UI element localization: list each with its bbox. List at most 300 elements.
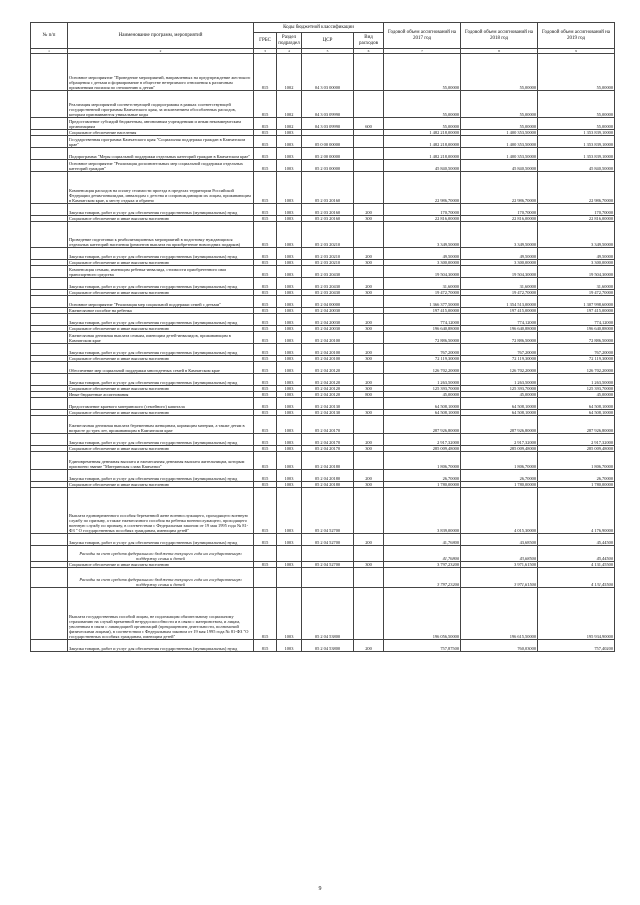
cell-grbs: 815 bbox=[254, 332, 277, 344]
cell-y2017: 22 816,00000 bbox=[384, 216, 461, 222]
table-row bbox=[31, 410, 615, 416]
cell-grbs: 815 bbox=[254, 136, 277, 148]
cell-vr: 200 bbox=[354, 204, 384, 216]
table-row bbox=[31, 374, 615, 386]
cell-name: Закупка товаров, работ и услуг для обеспечения государственных (муниципальных) нужд bbox=[68, 434, 254, 446]
cell-no bbox=[31, 91, 68, 118]
table-row bbox=[31, 222, 615, 248]
cell-y2017: 19 504,30000 bbox=[384, 266, 461, 278]
cell-rz: 1003 bbox=[277, 326, 302, 332]
page-number: 9 bbox=[318, 886, 322, 892]
cell-y2018: 1 354 513,00000 bbox=[461, 296, 538, 308]
cell-csr: 05 2 03 20430 bbox=[302, 290, 354, 296]
cell-y2019: 1 353 839,10000 bbox=[538, 136, 615, 148]
cell-y2019: 22 816,00000 bbox=[538, 216, 615, 222]
cell-y2018: 3 300,00000 bbox=[461, 260, 538, 266]
cell-y2017: 55,00000 bbox=[384, 54, 461, 91]
cell-y2018: 126 702,20000 bbox=[461, 362, 538, 374]
cell-no bbox=[31, 344, 68, 356]
cell-vr: 200 bbox=[354, 640, 384, 652]
cell-rz: 1003 bbox=[277, 386, 302, 392]
cell-grbs: 815 bbox=[254, 91, 277, 118]
cell-rz: 1003 bbox=[277, 562, 302, 568]
cell-grbs: 815 bbox=[254, 290, 277, 296]
cell-rz: 1003 bbox=[277, 248, 302, 260]
cell-no bbox=[31, 136, 68, 148]
cell-y2018: 125 393,70000 bbox=[461, 386, 538, 392]
cell-grbs: 815 bbox=[254, 296, 277, 308]
cell-vr bbox=[354, 54, 384, 91]
cell-grbs: 815 bbox=[254, 260, 277, 266]
cell-y2019: 49,50000 bbox=[538, 248, 615, 260]
cell-vr: 200 bbox=[354, 470, 384, 482]
cell-y2019: 1 353 839,10000 bbox=[538, 148, 615, 160]
cell-y2018: 43,68500 bbox=[461, 534, 538, 546]
cell-y2019: 55,00000 bbox=[538, 91, 615, 118]
cell-grbs: 815 bbox=[254, 222, 277, 248]
cell-csr: 04 3 03 09990 bbox=[302, 91, 354, 118]
cell-grbs: 815 bbox=[254, 374, 277, 386]
cell-grbs: 815 bbox=[254, 118, 277, 130]
cell-name: Закупка товаров, работ и услуг для обеспечения государственных (муниципальных) нужд bbox=[68, 470, 254, 482]
cell-csr: 05 2 04 20180 bbox=[302, 452, 354, 470]
cell-rz: 1003 bbox=[277, 130, 302, 136]
cell-y2019: 285 009,48000 bbox=[538, 446, 615, 452]
cell-grbs: 815 bbox=[254, 482, 277, 488]
cell-y2017: 2 917,32000 bbox=[384, 434, 461, 446]
table-row bbox=[31, 562, 615, 568]
cell-name: Социальное обеспечение и иные выплаты населению bbox=[68, 260, 254, 266]
cell-csr: 04 3 03 09990 bbox=[302, 118, 354, 130]
cell-y2019: 1 307 998,60000 bbox=[538, 296, 615, 308]
cell-y2018: 2 917,32000 bbox=[461, 434, 538, 446]
cell-rz: 1003 bbox=[277, 410, 302, 416]
cell-vr: 300 bbox=[354, 326, 384, 332]
cell-vr: 300 bbox=[354, 356, 384, 362]
cell-rz: 1003 bbox=[277, 398, 302, 410]
header-2019: Годовой объем ассигнований на 2019 год bbox=[538, 23, 615, 49]
cell-grbs: 815 bbox=[254, 130, 277, 136]
cell-no bbox=[31, 452, 68, 470]
cell-name: Социальное обеспечение и иные выплаты населению bbox=[68, 446, 254, 452]
cell-y2019: 55,00000 bbox=[538, 54, 615, 91]
cell-y2018: 49,50000 bbox=[461, 248, 538, 260]
cell-y2018: 760,03000 bbox=[461, 640, 538, 652]
cell-y2018: 45 840,50000 bbox=[461, 160, 538, 172]
cell-y2017: 1 482 218,00000 bbox=[384, 136, 461, 148]
cell-csr: 05 2 04 00000 bbox=[302, 296, 354, 308]
cell-y2019: 19 504,30000 bbox=[538, 266, 615, 278]
cell-name: Социальное обеспечение и иные выплаты населению bbox=[68, 482, 254, 488]
cell-rz: 1003 bbox=[277, 314, 302, 326]
cell-rz: 1003 bbox=[277, 290, 302, 296]
header-rz: Раздел подраздел bbox=[277, 33, 302, 49]
header-name: Наименование программ, мероприятий bbox=[68, 23, 254, 49]
table-row bbox=[31, 266, 615, 278]
cell-rz: 1003 bbox=[277, 452, 302, 470]
cell-y2019: 287 926,80000 bbox=[538, 416, 615, 434]
cell-y2017: 1 482 218,00000 bbox=[384, 130, 461, 136]
cell-y2017: 41,76800 bbox=[384, 534, 461, 546]
cell-y2017: 125 393,70000 bbox=[384, 386, 461, 392]
cell-no bbox=[31, 416, 68, 434]
cell-vr bbox=[354, 136, 384, 148]
cell-y2018: 170,70000 bbox=[461, 204, 538, 216]
cell-y2017: 41,76800 bbox=[384, 546, 461, 562]
cell-y2019: 195 934,90000 bbox=[538, 588, 615, 640]
cell-csr bbox=[302, 568, 354, 588]
cell-csr: 05 2 04 20120 bbox=[302, 362, 354, 374]
cell-y2017: 197 415,00000 bbox=[384, 308, 461, 314]
header-no: № п/п bbox=[31, 23, 68, 49]
index-cell: 5 bbox=[302, 49, 354, 54]
cell-vr bbox=[354, 488, 384, 534]
cell-y2017: 1 806,70000 bbox=[384, 452, 461, 470]
cell-y2017: 3 349,50000 bbox=[384, 222, 461, 248]
cell-y2018: 72 886,50000 bbox=[461, 332, 538, 344]
cell-vr bbox=[354, 148, 384, 160]
cell-y2019: 4 176,90000 bbox=[538, 488, 615, 534]
cell-vr: 300 bbox=[354, 386, 384, 392]
cell-name: Выплата государственных пособий лицам, не подлежащим обязательному социальному страхованию на случай временной нетрудоспособности и в связи с материнством, и лицам, уволенным в связи с ликвидацией организаций (прекращением деятельности, полномочий физическими лицами), в соответствии с Федеральным законом от 19 мая 1995 года № 81-ФЗ "О государственных пособиях гражданам, имеющим детей" bbox=[68, 588, 254, 640]
cell-y2017: 19 472,70000 bbox=[384, 290, 461, 296]
cell-vr bbox=[354, 222, 384, 248]
cell-csr: 05 2 03 20160 bbox=[302, 216, 354, 222]
cell-csr bbox=[302, 546, 354, 562]
cell-rz: 1003 bbox=[277, 482, 302, 488]
cell-csr: 05 2 04 52700 bbox=[302, 488, 354, 534]
cell-rz bbox=[277, 568, 302, 588]
cell-rz: 1003 bbox=[277, 588, 302, 640]
cell-name: Единовременная денежная выплата и ежемесячная денежная выплата жительницам, которым присвоено звание "Материнская слава Камчатки" bbox=[68, 452, 254, 470]
table-row bbox=[31, 546, 615, 562]
cell-name: Проведение подготовки к реабилитационных мероприятий в подготовку нуждающихся отдельных категорий населения (ремонтов выплата на приобретение новогодних подарков) bbox=[68, 222, 254, 248]
cell-y2019: 72 119,30000 bbox=[538, 356, 615, 362]
cell-name: Закупка товаров, работ и услуг для обеспечения государственных (муниципальных) нужд bbox=[68, 204, 254, 216]
cell-grbs: 815 bbox=[254, 470, 277, 482]
cell-vr: 300 bbox=[354, 410, 384, 416]
header-csr: ЦСР bbox=[302, 33, 354, 49]
cell-y2019: 2 917,32000 bbox=[538, 434, 615, 446]
cell-csr: 05 2 00 00000 bbox=[302, 148, 354, 160]
cell-grbs: 815 bbox=[254, 172, 277, 204]
cell-name: Закупка товаров, работ и услуг для обеспечения государственных (муниципальных) нужд bbox=[68, 640, 254, 652]
cell-grbs bbox=[254, 568, 277, 588]
cell-name: Социальное обеспечение и иные выплаты населению bbox=[68, 216, 254, 222]
cell-vr bbox=[354, 296, 384, 308]
cell-csr: 05 2 04 20030 bbox=[302, 326, 354, 332]
cell-name: Закупка товаров, работ и услуг для обеспечения государственных (муниципальных) нужд bbox=[68, 374, 254, 386]
cell-y2017: 170,70000 bbox=[384, 204, 461, 216]
cell-y2018: 55,00000 bbox=[461, 91, 538, 118]
cell-no bbox=[31, 546, 68, 562]
table-row bbox=[31, 290, 615, 296]
cell-y2019: 125 393,70000 bbox=[538, 386, 615, 392]
cell-grbs: 815 bbox=[254, 488, 277, 534]
cell-csr: 05 2 04 20100 bbox=[302, 344, 354, 356]
table-row bbox=[31, 482, 615, 488]
cell-vr: 300 bbox=[354, 260, 384, 266]
cell-no bbox=[31, 488, 68, 534]
cell-grbs: 815 bbox=[254, 344, 277, 356]
cell-grbs: 815 bbox=[254, 314, 277, 326]
cell-y2018: 55,00000 bbox=[461, 54, 538, 91]
cell-y2017: 285 009,48000 bbox=[384, 446, 461, 452]
cell-no bbox=[31, 374, 68, 386]
cell-grbs: 815 bbox=[254, 398, 277, 410]
cell-vr: 200 bbox=[354, 434, 384, 446]
cell-no bbox=[31, 118, 68, 130]
cell-grbs: 815 bbox=[254, 326, 277, 332]
index-cell: 8 bbox=[461, 49, 538, 54]
header-grbs: ГРБС bbox=[254, 33, 277, 49]
table-row bbox=[31, 278, 615, 290]
cell-vr: 200 bbox=[354, 248, 384, 260]
cell-y2018: 31,60000 bbox=[461, 278, 538, 290]
cell-y2019: 31,60000 bbox=[538, 278, 615, 290]
cell-csr: 05 2 03 20210 bbox=[302, 260, 354, 266]
cell-grbs: 815 bbox=[254, 278, 277, 290]
cell-name: Социальное обеспечение и иные выплаты населению bbox=[68, 326, 254, 332]
cell-y2018: 196 615,50000 bbox=[461, 588, 538, 640]
cell-grbs: 815 bbox=[254, 562, 277, 568]
cell-y2017: 72 886,50000 bbox=[384, 332, 461, 344]
cell-grbs: 815 bbox=[254, 148, 277, 160]
header-2017: Годовой объем ассигнований на 2017 год bbox=[384, 23, 461, 49]
table-row bbox=[31, 332, 615, 344]
cell-y2018: 22 816,00000 bbox=[461, 216, 538, 222]
cell-y2018: 774,12000 bbox=[461, 314, 538, 326]
cell-rz: 1003 bbox=[277, 136, 302, 148]
cell-y2017: 3 839,00000 bbox=[384, 488, 461, 534]
cell-grbs: 815 bbox=[254, 204, 277, 216]
table-row bbox=[31, 54, 615, 91]
cell-vr bbox=[354, 160, 384, 172]
cell-vr bbox=[354, 266, 384, 278]
cell-csr: 05 2 03 00000 bbox=[302, 160, 354, 172]
cell-csr: 05 2 03 20160 bbox=[302, 172, 354, 204]
cell-vr bbox=[354, 91, 384, 118]
cell-y2018: 1 400 353,50000 bbox=[461, 130, 538, 136]
cell-grbs: 815 bbox=[254, 54, 277, 91]
cell-no bbox=[31, 222, 68, 248]
cell-name: Закупка товаров, работ и услуг для обеспечения государственных (муниципальных) нужд bbox=[68, 534, 254, 546]
table-row bbox=[31, 386, 615, 392]
table-row bbox=[31, 640, 615, 652]
cell-y2018: 4 015,30000 bbox=[461, 488, 538, 534]
cell-y2018: 3 349,50000 bbox=[461, 222, 538, 248]
cell-name: Закупка товаров, работ и услуг для обеспечения государственных (муниципальных) нужд bbox=[68, 314, 254, 326]
cell-y2019: 26,70000 bbox=[538, 470, 615, 482]
cell-y2017: 64 508,10000 bbox=[384, 398, 461, 410]
cell-name: Закупка товаров, работ и услуг для обеспечения государственных (муниципальных) нужд bbox=[68, 248, 254, 260]
cell-y2019: 4 131,45500 bbox=[538, 562, 615, 568]
cell-grbs: 815 bbox=[254, 308, 277, 314]
cell-rz: 1003 bbox=[277, 434, 302, 446]
cell-no bbox=[31, 172, 68, 204]
cell-csr: 05 2 04 52700 bbox=[302, 562, 354, 568]
cell-y2019: 45,00000 bbox=[538, 392, 615, 398]
cell-name: Подпрограмма "Меры социальной поддержки отдельных категорий граждан в Камчатском крае" bbox=[68, 148, 254, 160]
cell-y2018: 45,00000 bbox=[461, 392, 538, 398]
header-codes: Коды бюджетной классификации bbox=[254, 23, 384, 33]
table-row bbox=[31, 216, 615, 222]
table-row bbox=[31, 416, 615, 434]
table-row bbox=[31, 452, 615, 470]
cell-vr bbox=[354, 398, 384, 410]
cell-y2017: 1 780,00000 bbox=[384, 482, 461, 488]
cell-name: Предоставление субсидий бюджетным, автономным учреждениям и иным некоммерческим организациям bbox=[68, 118, 254, 130]
cell-rz: 1002 bbox=[277, 91, 302, 118]
table-row bbox=[31, 344, 615, 356]
cell-grbs: 815 bbox=[254, 356, 277, 362]
cell-y2018: 196 640,88000 bbox=[461, 326, 538, 332]
table-row bbox=[31, 118, 615, 130]
cell-y2019: 170,70000 bbox=[538, 204, 615, 216]
table-row bbox=[31, 160, 615, 172]
cell-csr: 05 2 04 20180 bbox=[302, 482, 354, 488]
cell-y2017: 26,70000 bbox=[384, 470, 461, 482]
cell-rz: 1003 bbox=[277, 172, 302, 204]
cell-grbs: 815 bbox=[254, 248, 277, 260]
cell-vr: 600 bbox=[354, 118, 384, 130]
table-row bbox=[31, 534, 615, 546]
cell-vr: 300 bbox=[354, 446, 384, 452]
cell-csr: 05 2 04 20170 bbox=[302, 416, 354, 434]
cell-grbs: 815 bbox=[254, 216, 277, 222]
cell-rz: 1003 bbox=[277, 344, 302, 356]
table-row bbox=[31, 446, 615, 452]
cell-name: Ежемесячная денежная выплата семьям, имеющим детей-инвалидов, проживающим в Камчатском крае bbox=[68, 332, 254, 344]
table-row bbox=[31, 91, 615, 118]
cell-y2019: 1 353 839,10000 bbox=[538, 130, 615, 136]
cell-csr: 05 2 04 20170 bbox=[302, 434, 354, 446]
cell-y2019: 1 263,50000 bbox=[538, 374, 615, 386]
cell-rz: 1003 bbox=[277, 308, 302, 314]
cell-y2019: 45,44500 bbox=[538, 546, 615, 562]
cell-y2018: 26,70000 bbox=[461, 470, 538, 482]
cell-y2017: 1 263,50000 bbox=[384, 374, 461, 386]
cell-y2018: 1 806,70000 bbox=[461, 452, 538, 470]
cell-csr: 05 2 04 53800 bbox=[302, 588, 354, 640]
table-body bbox=[31, 54, 615, 652]
cell-rz: 1003 bbox=[277, 416, 302, 434]
cell-rz: 1003 bbox=[277, 222, 302, 248]
cell-grbs: 815 bbox=[254, 534, 277, 546]
cell-name: Реализация мероприятий соответствующей подпрограммы в рамках соответствующей государственной программы Камчатского края, за исключением обособленных расходов, которым присваиваются уникальные коды bbox=[68, 91, 254, 118]
cell-grbs: 815 bbox=[254, 452, 277, 470]
cell-name: Расходы за счет средств федерального бюджета текущего года на государственную поддержку семьи и детей bbox=[68, 568, 254, 588]
cell-grbs: 815 bbox=[254, 640, 277, 652]
cell-y2017: 49,50000 bbox=[384, 248, 461, 260]
cell-csr: 05 2 03 20210 bbox=[302, 222, 354, 248]
cell-grbs: 815 bbox=[254, 446, 277, 452]
cell-csr: 04 3 03 00000 bbox=[302, 54, 354, 91]
cell-csr: 05 2 04 20170 bbox=[302, 446, 354, 452]
cell-y2017: 3 300,00000 bbox=[384, 260, 461, 266]
cell-y2017: 64 508,10000 bbox=[384, 410, 461, 416]
cell-y2018: 287 926,80000 bbox=[461, 416, 538, 434]
cell-y2019: 64 508,10000 bbox=[538, 398, 615, 410]
cell-name: Компенсация расходов на оплату стоимости проезда в пределах территории Российской Федерации детям-инвалидам, инвалидам с детства и сопровождающим их лицам, проживающим в Камчатском крае, к месту отдыха и обратно bbox=[68, 172, 254, 204]
cell-grbs: 815 bbox=[254, 410, 277, 416]
cell-y2019: 197 415,00000 bbox=[538, 308, 615, 314]
cell-name: Социальное обеспечение и иные выплаты населению bbox=[68, 290, 254, 296]
cell-csr: 05 2 04 20030 bbox=[302, 308, 354, 314]
cell-vr bbox=[354, 416, 384, 434]
index-cell: 7 bbox=[384, 49, 461, 54]
table-row bbox=[31, 204, 615, 216]
cell-y2017: 1 366 377,50000 bbox=[384, 296, 461, 308]
cell-y2019: 3 349,50000 bbox=[538, 222, 615, 248]
cell-rz: 1003 bbox=[277, 216, 302, 222]
cell-csr: 05 2 04 20100 bbox=[302, 332, 354, 344]
cell-rz bbox=[277, 546, 302, 562]
cell-y2019: 767,20000 bbox=[538, 344, 615, 356]
cell-csr: 05 2 04 20180 bbox=[302, 470, 354, 482]
cell-no bbox=[31, 640, 68, 652]
cell-grbs: 815 bbox=[254, 362, 277, 374]
cell-y2019: 1 806,70000 bbox=[538, 452, 615, 470]
cell-name: Основное мероприятие "Реализация мер социальной поддержки семей с детьми" bbox=[68, 296, 254, 308]
cell-vr bbox=[354, 588, 384, 640]
cell-y2018: 3 971,61500 bbox=[461, 562, 538, 568]
cell-y2017: 126 702,20000 bbox=[384, 362, 461, 374]
table-row bbox=[31, 356, 615, 362]
cell-csr: 05 2 04 20030 bbox=[302, 314, 354, 326]
cell-y2017: 3 797,23200 bbox=[384, 568, 461, 588]
table-row bbox=[31, 296, 615, 308]
cell-csr: 05 2 04 20120 bbox=[302, 392, 354, 398]
cell-y2017: 45 840,50000 bbox=[384, 160, 461, 172]
cell-csr: 05 2 04 20100 bbox=[302, 356, 354, 362]
cell-no bbox=[31, 470, 68, 482]
cell-y2019: 126 702,20000 bbox=[538, 362, 615, 374]
table-row bbox=[31, 136, 615, 148]
table-row bbox=[31, 248, 615, 260]
cell-y2018: 285 009,48000 bbox=[461, 446, 538, 452]
cell-vr: 200 bbox=[354, 344, 384, 356]
cell-no bbox=[31, 332, 68, 344]
cell-y2019: 4 131,45500 bbox=[538, 568, 615, 588]
cell-csr: 05 2 03 20160 bbox=[302, 204, 354, 216]
cell-rz: 1002 bbox=[277, 118, 302, 130]
cell-rz: 1003 bbox=[277, 296, 302, 308]
cell-vr bbox=[354, 332, 384, 344]
cell-y2019: 19 472,70000 bbox=[538, 290, 615, 296]
cell-y2018: 1 780,00000 bbox=[461, 482, 538, 488]
cell-y2017: 55,00000 bbox=[384, 118, 461, 130]
cell-vr: 200 bbox=[354, 374, 384, 386]
cell-vr: 300 bbox=[354, 290, 384, 296]
table-row bbox=[31, 588, 615, 640]
cell-y2018: 72 119,30000 bbox=[461, 356, 538, 362]
cell-rz: 1003 bbox=[277, 446, 302, 452]
cell-csr: 05 2 04 20120 bbox=[302, 386, 354, 392]
cell-no bbox=[31, 148, 68, 160]
cell-y2017: 3 797,23200 bbox=[384, 562, 461, 568]
cell-y2018: 64 508,10000 bbox=[461, 410, 538, 416]
cell-grbs bbox=[254, 546, 277, 562]
cell-name: Ежемесячная денежная выплата беременным женщинам, кормящим матерям, а также детям в возрасте до трех лет, проживающим в Камчатском крае bbox=[68, 416, 254, 434]
budget-table-page bbox=[30, 22, 614, 652]
index-cell: 1 bbox=[31, 49, 68, 54]
cell-grbs: 815 bbox=[254, 386, 277, 392]
cell-no bbox=[31, 362, 68, 374]
cell-vr bbox=[354, 546, 384, 562]
cell-no bbox=[31, 248, 68, 260]
cell-name: Социальное обеспечение и иные выплаты населению bbox=[68, 386, 254, 392]
